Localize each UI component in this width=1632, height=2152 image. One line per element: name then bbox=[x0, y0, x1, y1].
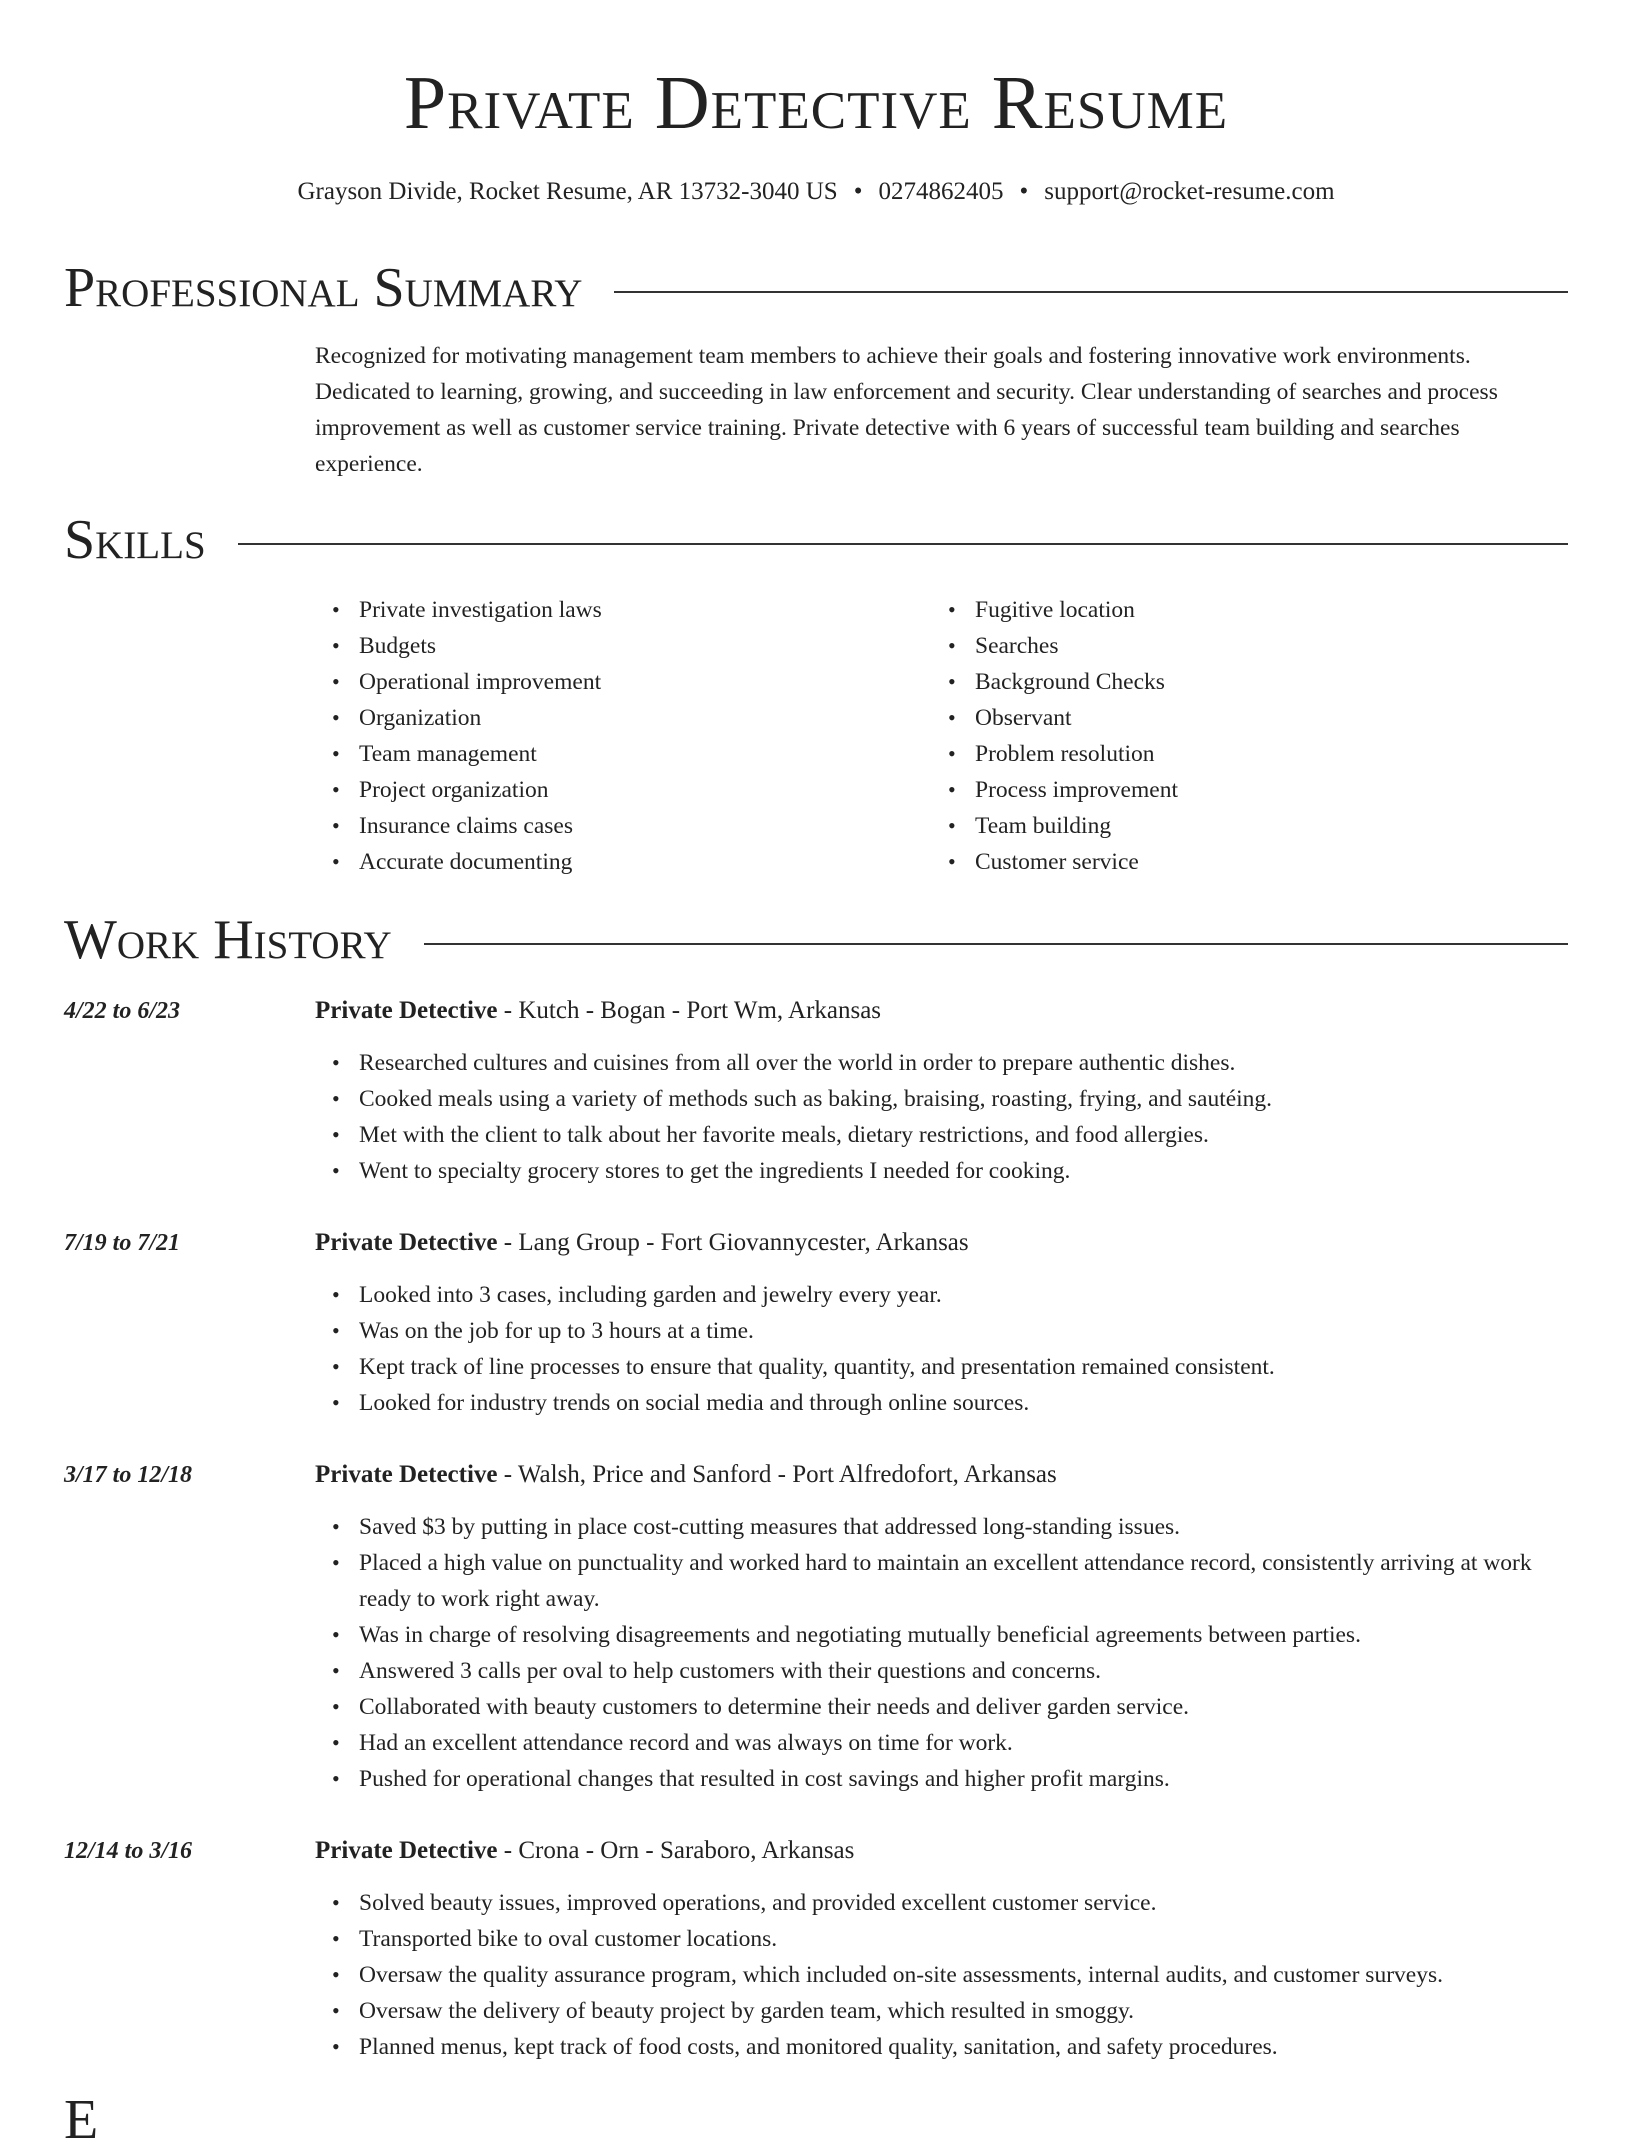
bullet-marker: • bbox=[332, 1514, 340, 1539]
list-item bbox=[315, 1957, 1568, 1993]
list-item-text: Operational improvement bbox=[359, 669, 602, 695]
list-item-text: Customer service bbox=[975, 849, 1139, 875]
list-item-text: Was on the job for up to 3 hours at a time. bbox=[359, 1318, 754, 1344]
list-item bbox=[315, 628, 875, 664]
list-item bbox=[315, 1045, 1568, 1081]
list-item bbox=[315, 772, 875, 808]
list-item bbox=[315, 700, 875, 736]
list-item bbox=[931, 808, 1491, 844]
bullet-marker: • bbox=[332, 1766, 340, 1791]
section-heading-label: Professional Summary bbox=[64, 257, 583, 319]
list-item-text: Project organization bbox=[359, 777, 549, 803]
bullet-marker: • bbox=[332, 1622, 340, 1647]
job-dates: 7/19 to 7/21 bbox=[64, 1230, 181, 1256]
section-heading-skills bbox=[64, 508, 1568, 572]
list-item-text: Researched cultures and cuisines from all over the world in order to prepare authentic dishes. bbox=[359, 1050, 1236, 1076]
section-heading-next-partial: E bbox=[64, 2089, 99, 2151]
bullet-marker: • bbox=[332, 849, 340, 874]
list-item-text: Problem resolution bbox=[975, 741, 1155, 767]
bullet-marker: • bbox=[948, 777, 956, 802]
bullet-marker: • bbox=[332, 1730, 340, 1755]
job-dates: 3/17 to 12/18 bbox=[64, 1462, 193, 1488]
list-item-text: Insurance claims cases bbox=[359, 813, 574, 839]
section-heading-work-history bbox=[64, 908, 1568, 972]
list-item-text: Team building bbox=[975, 813, 1112, 839]
job-employer: - Lang Group - Fort Giovannycester, Arkansas bbox=[497, 1229, 969, 1256]
job-header bbox=[315, 1457, 1057, 1493]
bullet-marker: • bbox=[948, 597, 956, 622]
bullet-marker: • bbox=[332, 1318, 340, 1343]
bullet-marker: • bbox=[332, 1086, 340, 1111]
list-item-text: Observant bbox=[975, 705, 1072, 731]
list-item bbox=[315, 592, 875, 628]
list-item bbox=[315, 1349, 1568, 1385]
list-item bbox=[315, 664, 875, 700]
section-divider bbox=[424, 943, 1568, 945]
bullet-marker: • bbox=[948, 669, 956, 694]
list-item bbox=[931, 664, 1491, 700]
list-item-text: Private investigation laws bbox=[359, 597, 602, 623]
job-employer: - Crona - Orn - Saraboro, Arkansas bbox=[497, 1837, 855, 1864]
section-heading-summary bbox=[64, 256, 1568, 320]
list-item-text: Solved beauty issues, improved operations, and provided excellent customer service. bbox=[359, 1890, 1157, 1916]
bullet-marker: • bbox=[332, 1282, 340, 1307]
bullet-marker: • bbox=[332, 1158, 340, 1183]
list-item-text: Saved $3 by putting in place cost-cutting measures that addressed long-standing issues. bbox=[359, 1514, 1181, 1540]
list-item bbox=[315, 1689, 1568, 1725]
bullet-marker: • bbox=[332, 777, 340, 802]
list-item-text: Oversaw the delivery of beauty project by garden team, which resulted in smoggy. bbox=[359, 1998, 1135, 2024]
list-item bbox=[931, 700, 1491, 736]
list-item bbox=[931, 736, 1491, 772]
list-item-text: Collaborated with beauty customers to determine their needs and deliver garden service. bbox=[359, 1694, 1190, 1720]
list-item-text: Team management bbox=[359, 741, 537, 767]
list-item bbox=[315, 1277, 1568, 1313]
list-item-text: Answered 3 calls per oval to help customers with their questions and concerns. bbox=[359, 1658, 1102, 1684]
list-item-text: Fugitive location bbox=[975, 597, 1135, 623]
bullet-marker: • bbox=[332, 1550, 340, 1575]
job-role: Private Detective bbox=[315, 1229, 498, 1256]
list-item bbox=[315, 1653, 1568, 1689]
section-heading-label: Work History bbox=[64, 909, 392, 971]
contact-phone: 0274862405 bbox=[878, 178, 1004, 205]
contact-email: support@rocket-resume.com bbox=[1044, 178, 1335, 205]
list-item bbox=[315, 844, 875, 880]
list-item-text: Cooked meals using a variety of methods such as baking, braising, roasting, frying, and sautéing. bbox=[359, 1086, 1273, 1112]
summary-text: Recognized for motivating management team members to achieve their goals and fostering innovative work environments. Dedicated to learning, growing, and succeeding in law enforcement and security. Clear understanding of searches and process improvement as well as customer service training. Private detective with 6 years of successful team building and searches experience. bbox=[315, 343, 1498, 477]
bullet-marker: • bbox=[332, 705, 340, 730]
bullet-marker: • bbox=[948, 813, 956, 838]
bullet-marker: • bbox=[332, 597, 340, 622]
bullet-marker: • bbox=[332, 741, 340, 766]
bullet-marker: • bbox=[332, 669, 340, 694]
job-employer: - Kutch - Bogan - Port Wm, Arkansas bbox=[497, 997, 882, 1024]
list-item bbox=[315, 1313, 1568, 1349]
list-item-text: Searches bbox=[975, 633, 1059, 659]
job-dates: 4/22 to 6/23 bbox=[64, 998, 181, 1024]
list-item bbox=[315, 2029, 1568, 2065]
job-header bbox=[315, 1833, 854, 1869]
list-item-text: Process improvement bbox=[975, 777, 1178, 803]
list-item bbox=[315, 1885, 1568, 1921]
bullet-marker: • bbox=[332, 813, 340, 838]
job-header bbox=[315, 993, 881, 1029]
job-bullets bbox=[315, 1045, 1568, 1189]
bullet-marker: • bbox=[332, 1658, 340, 1683]
list-item bbox=[315, 1617, 1568, 1653]
job-header bbox=[315, 1225, 969, 1261]
job-bullets bbox=[315, 1509, 1568, 1797]
list-item-text: Budgets bbox=[359, 633, 437, 659]
job-role: Private Detective bbox=[315, 1461, 498, 1488]
list-item-text: Background Checks bbox=[975, 669, 1165, 695]
bullet-marker: • bbox=[332, 633, 340, 658]
bullet-marker: • bbox=[948, 849, 956, 874]
skills-list-right bbox=[931, 592, 1491, 880]
job-role: Private Detective bbox=[315, 997, 498, 1024]
bullet-marker: • bbox=[332, 1390, 340, 1415]
list-item-text: Accurate documenting bbox=[359, 849, 573, 875]
bullet-marker: • bbox=[948, 741, 956, 766]
bullet-marker: • bbox=[332, 1890, 340, 1915]
list-item bbox=[315, 1509, 1568, 1545]
list-item-text: Organization bbox=[359, 705, 482, 731]
list-item-text: Looked for industry trends on social media and through online sources. bbox=[359, 1390, 1030, 1416]
contact-separator: • bbox=[1019, 178, 1029, 205]
list-item-text: Was in charge of resolving disagreements and negotiating mutually beneficial agreements between parties. bbox=[359, 1622, 1361, 1648]
list-item-text: Pushed for operational changes that resulted in cost savings and higher profit margins. bbox=[359, 1766, 1170, 1792]
list-item bbox=[931, 628, 1491, 664]
contact-address: Grayson Divide, Rocket Resume, AR 13732-3040 US bbox=[297, 178, 838, 205]
list-item-text: Planned menus, kept track of food costs, and monitored quality, sanitation, and safety procedures. bbox=[359, 2034, 1278, 2060]
bullet-marker: • bbox=[332, 1050, 340, 1075]
list-item bbox=[315, 1153, 1568, 1189]
list-item bbox=[315, 1117, 1568, 1153]
contact-separator: • bbox=[853, 178, 863, 205]
bullet-marker: • bbox=[332, 2034, 340, 2059]
contact-line bbox=[0, 174, 1632, 210]
list-item-text: Had an excellent attendance record and was always on time for work. bbox=[359, 1730, 1013, 1756]
list-item-text: Oversaw the quality assurance program, which included on-site assessments, internal audits, and customer surveys. bbox=[359, 1962, 1443, 1988]
list-item bbox=[931, 844, 1491, 880]
list-item bbox=[315, 808, 875, 844]
job-bullets bbox=[315, 1277, 1568, 1421]
bullet-marker: • bbox=[332, 1926, 340, 1951]
list-item bbox=[931, 772, 1491, 808]
list-item-text: Went to specialty grocery stores to get the ingredients I needed for cooking. bbox=[359, 1158, 1071, 1184]
list-item bbox=[315, 1725, 1568, 1761]
list-item-text: Kept track of line processes to ensure that quality, quantity, and presentation remained consistent. bbox=[359, 1354, 1275, 1380]
job-role: Private Detective bbox=[315, 1837, 498, 1864]
list-item bbox=[315, 1761, 1568, 1797]
bullet-marker: • bbox=[948, 705, 956, 730]
list-item bbox=[315, 1921, 1568, 1957]
job-dates: 12/14 to 3/16 bbox=[64, 1838, 193, 1864]
bullet-marker: • bbox=[332, 1122, 340, 1147]
list-item-text: Looked into 3 cases, including garden and jewelry every year. bbox=[359, 1282, 942, 1308]
bullet-marker: • bbox=[948, 633, 956, 658]
list-item-text: Met with the client to talk about her favorite meals, dietary restrictions, and food allergies. bbox=[359, 1122, 1209, 1148]
resume-title: Private Detective Resume bbox=[403, 61, 1229, 145]
list-item bbox=[315, 736, 875, 772]
skills-list-left bbox=[315, 592, 875, 880]
list-item-text: Transported bike to oval customer locations. bbox=[359, 1926, 778, 1952]
list-item bbox=[315, 1385, 1568, 1421]
bullet-marker: • bbox=[332, 1694, 340, 1719]
list-item bbox=[931, 592, 1491, 628]
list-item bbox=[315, 1993, 1568, 2029]
job-bullets bbox=[315, 1885, 1568, 2065]
section-heading-label: Skills bbox=[64, 509, 206, 571]
job-employer: - Walsh, Price and Sanford - Port Alfredofort, Arkansas bbox=[497, 1461, 1057, 1488]
list-item-text: Placed a high value on punctuality and worked hard to maintain an excellent attendance record, consistently arriving at work ready to work right away. bbox=[359, 1550, 1532, 1612]
list-item bbox=[315, 1081, 1568, 1117]
section-divider bbox=[614, 291, 1568, 293]
bullet-marker: • bbox=[332, 1354, 340, 1379]
bullet-marker: • bbox=[332, 1998, 340, 2023]
bullet-marker: • bbox=[332, 1962, 340, 1987]
list-item bbox=[315, 1545, 1568, 1617]
section-divider bbox=[238, 543, 1568, 545]
